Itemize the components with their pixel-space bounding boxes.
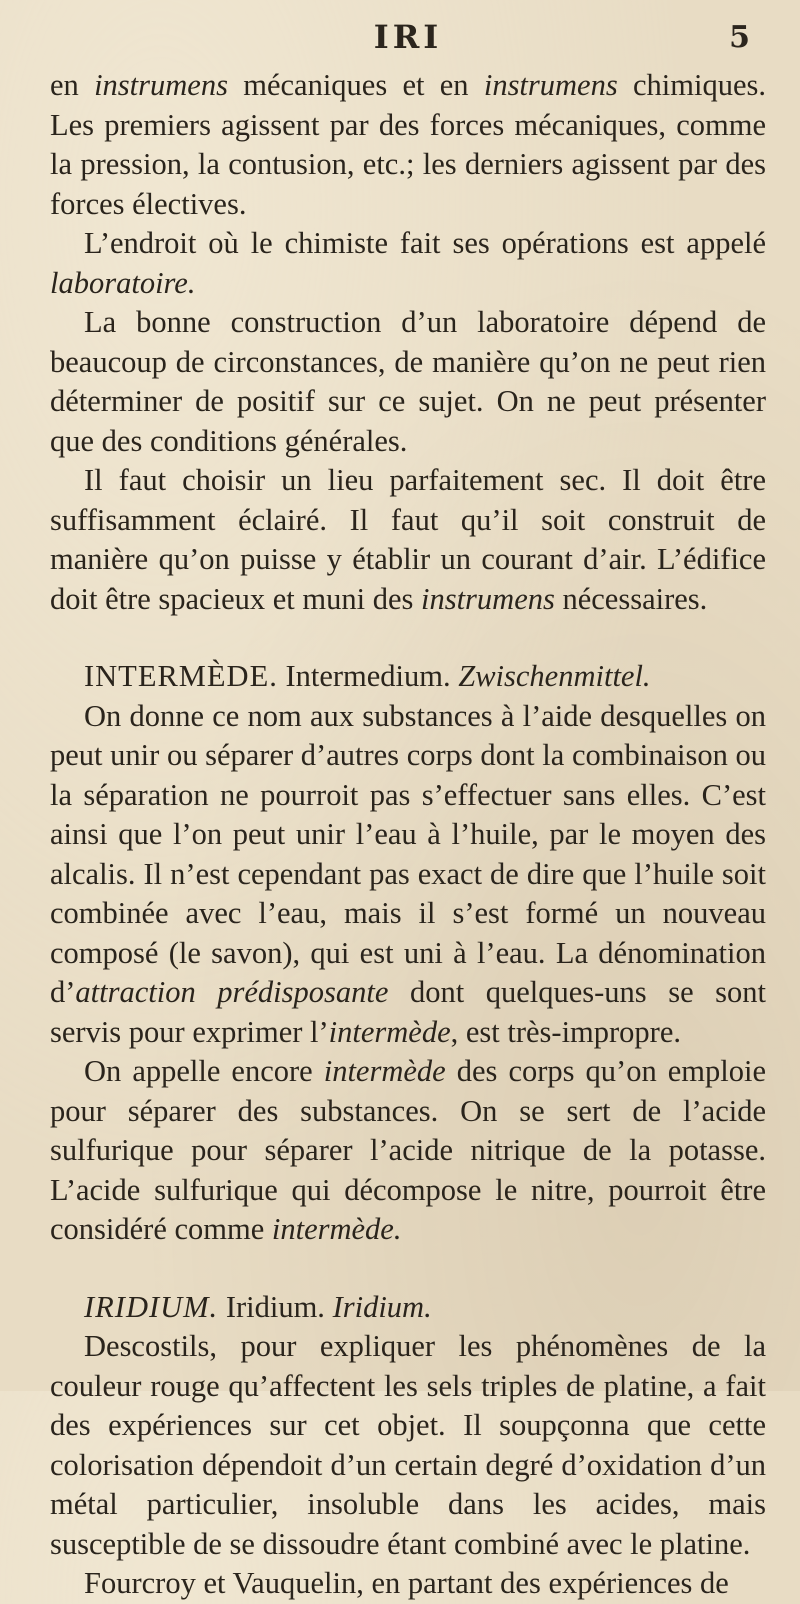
paragraph-intermede-definition — [50, 697, 766, 1053]
entry-heading-intermede — [50, 657, 766, 697]
text-run: dont quelques-uns se sont servis pour exprimer l’ — [50, 975, 766, 1049]
italic-run: instrumens — [94, 68, 228, 102]
italic-run: instrumens — [420, 581, 555, 616]
paragraph-intermede-usage — [50, 1052, 766, 1250]
italic-run: intermède — [323, 1054, 446, 1088]
italic-run: attraction prédisposante — [75, 975, 389, 1009]
entry-latin: Iridium. — [218, 1289, 333, 1324]
entry-latin: Intermedium. — [277, 659, 459, 693]
page-number: 5 — [729, 20, 750, 55]
text-run: L’endroit où le chimiste fait ses opérations est appelé — [84, 226, 766, 260]
paragraph-fourcroy: Fourcroy et Vauquelin, en partant des expériences de — [84, 1566, 729, 1600]
running-head — [50, 18, 766, 66]
text-run: nécessaires. — [554, 581, 708, 616]
entry-german: Zwischenmittel. — [458, 659, 651, 693]
text-run: On appelle encore — [84, 1054, 324, 1088]
text-run: mécaniques et en — [227, 68, 484, 102]
italic-run: laboratoire. — [50, 265, 196, 300]
italic-run: intermède. — [271, 1212, 402, 1246]
italic-run: intermède — [328, 1014, 451, 1049]
paragraph-lieu — [50, 461, 766, 619]
paragraph-instruments — [50, 66, 766, 224]
entry-spacer — [50, 1250, 766, 1288]
paragraph-construction: La bonne construction d’un laboratoire dépend de beaucoup de circonstances, de manière qu’on ne peut rien déterminer de positif sur ce sujet. On ne peut présenter que des conditions générales. — [50, 305, 766, 458]
text-run: des corps qu’on emploie pour séparer des substances. On se sert de l’acide sulfurique pour séparer l’acide nitrique de la potasse. L’acide sulfurique qui décompose le nitre, pourroit être considéré comme — [50, 1054, 766, 1246]
paragraph-laboratoire — [50, 224, 766, 303]
entry-spacer — [50, 619, 766, 657]
entry-term: IRIDIUM. — [84, 1289, 219, 1324]
entry-heading-iridium — [50, 1288, 766, 1328]
entry-term: INTERMÈDE. — [84, 659, 278, 693]
text-run: , est très-impropre. — [450, 1014, 681, 1049]
text-run: en — [50, 68, 95, 102]
italic-run: instrumens — [483, 68, 618, 102]
text-run: On donne ce nom aux substances à l’aide desquelles on peut unir ou séparer d’autres corps dont la combinaison ou la séparation ne pourroit pas s’effectuer sans elles. C’est ainsi que l’on peut unir l’eau à l’huile, par le moyen des alcalis. Il n’est cependant pas exact de dire que l’huile soit combinée avec l’eau, mais il s’est formé un nouveau composé (le savon), qui est uni à l’eau. La dénomination d’ — [50, 698, 766, 1009]
text-run: chimiques. Les premiers agissent par des forces mécaniques, comme la pression, la contusion, etc.; les derniers agissent par des forces électives. — [50, 68, 766, 221]
entry-german: Iridium. — [332, 1289, 432, 1324]
text-run: Il faut choisir un lieu parfaitement sec. Il doit être suffisamment éclairé. Il faut qu’il soit construit de manière qu’on puisse y établir un courant d’air. L’édifice doit être spacieux et muni des — [50, 463, 766, 616]
running-title: IRI — [373, 18, 443, 56]
paragraph-descostils: Descostils, pour expliquer les phénomènes de la couleur rouge qu’affectent les sels triples de platine, a fait des expériences sur cet objet. Il soupçonna que cette colorisation dépendoit d’un certain degré d’oxidation d’un métal particulier, insoluble dans les acides, mais susceptible de se dissoudre étant combiné avec le platine. — [50, 1329, 766, 1561]
